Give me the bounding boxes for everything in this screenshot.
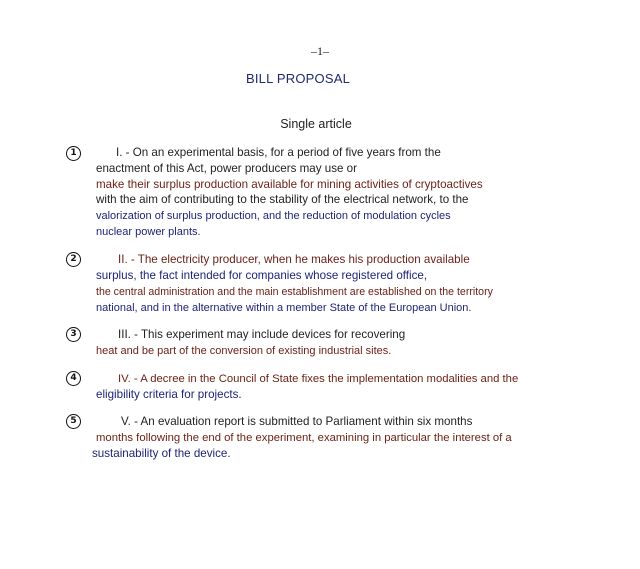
section-1-line-3: make their surplus production available for mining activities of cryptoactives — [96, 178, 483, 191]
section-1-line-4: with the aim of contributing to the stability of the electrical network, to the — [96, 193, 469, 206]
section-1-line-1: I. - On an experimental basis, for a period of five years from the — [116, 146, 441, 159]
section-5-line-3: sustainability of the device. — [92, 447, 231, 460]
section-2-line-3: the central administration and the main establishment are established on the territory — [96, 286, 493, 298]
section-2-line-2: surplus, the fact intended for companies whose registered office, — [96, 269, 428, 282]
section-2-line-1: II. - The electricity producer, when he makes his production available — [118, 253, 470, 266]
section-5-line-2: months following the end of the experiment, examining in particular the interest of a — [96, 432, 512, 444]
section-4-marker: 4 — [66, 371, 81, 386]
page-number: –1– — [311, 44, 329, 58]
section-3-marker: 3 — [66, 327, 81, 342]
section-3-line-1: III. - This experiment may include devices for recovering — [118, 328, 406, 341]
section-4-line-2: eligibility criteria for projects. — [96, 388, 242, 401]
section-4-line-1: IV. - A decree in the Council of State fixes the implementation modalities and the — [118, 373, 519, 385]
section-1-line-5: valorization of surplus production, and the reduction of modulation cycles — [96, 210, 451, 222]
section-1-line-2: enactment of this Act, power producers may use or — [96, 162, 357, 175]
section-2-marker: 2 — [66, 252, 81, 267]
section-1-marker: 1 — [66, 146, 81, 161]
section-5-marker: 5 — [66, 414, 81, 429]
section-2-line-4: national, and in the alternative within a member State of the European Union. — [96, 302, 472, 314]
section-5-line-1: V. - An evaluation report is submitted to Parliament within six months — [121, 415, 473, 428]
document-title: BILL PROPOSAL — [246, 71, 350, 86]
article-heading: Single article — [280, 117, 352, 131]
section-3-line-2: heat and be part of the conversion of existing industrial sites. — [96, 345, 392, 357]
section-1-line-6: nuclear power plants. — [96, 226, 201, 238]
